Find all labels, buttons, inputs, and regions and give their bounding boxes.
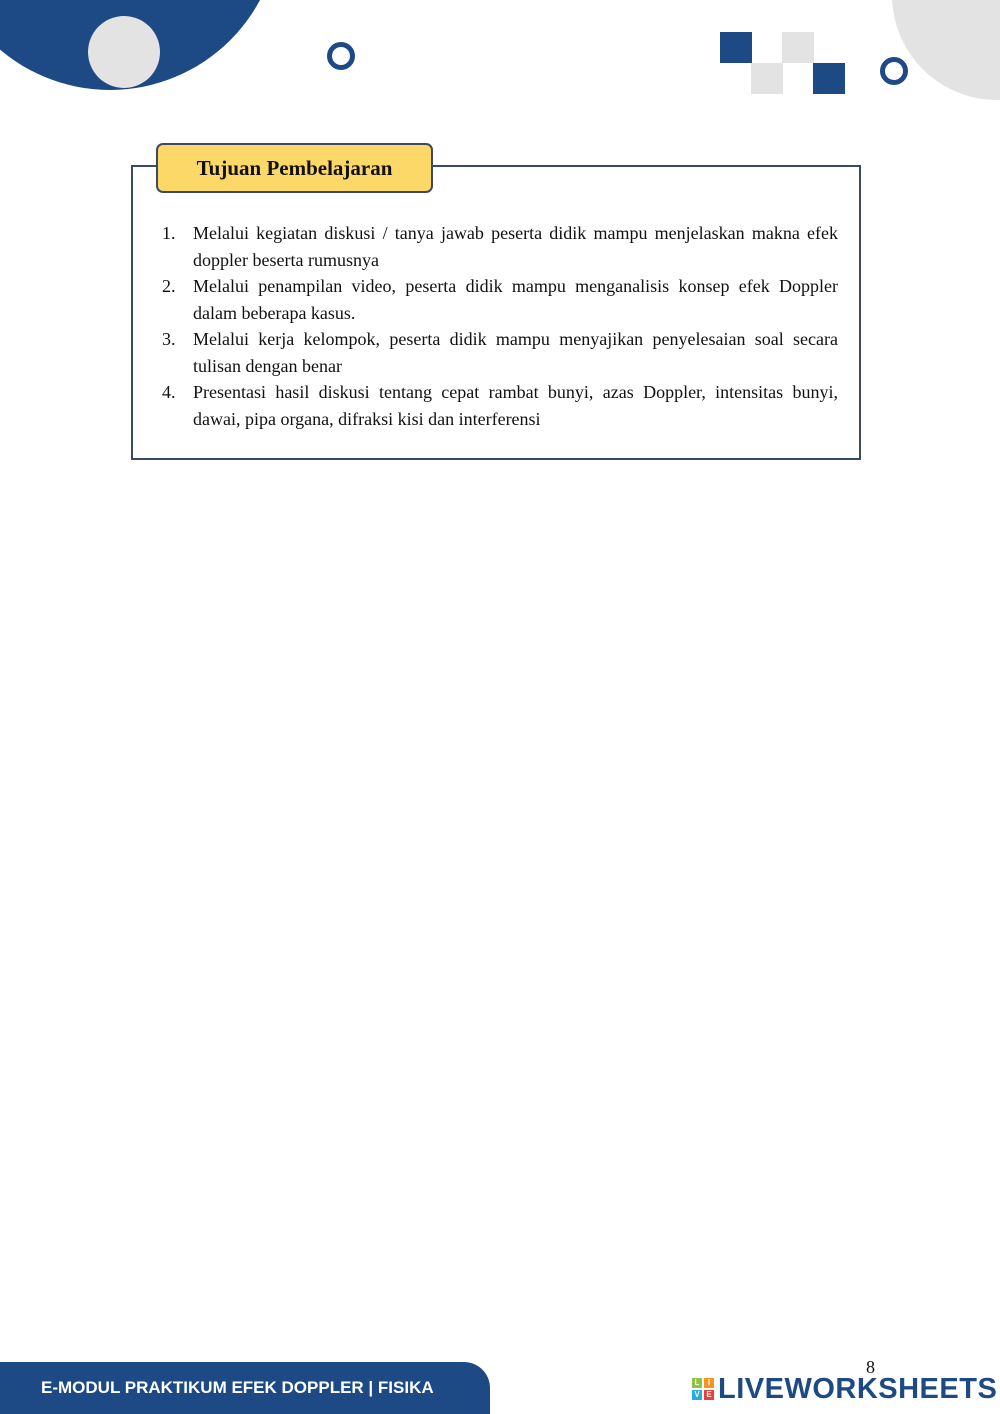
logo-letter: V	[692, 1390, 702, 1400]
list-item-number: 3.	[162, 329, 176, 349]
list-item-number: 4.	[162, 382, 176, 402]
decorative-square	[813, 63, 845, 94]
learning-objectives-title: Tujuan Pembelajaran	[156, 143, 433, 193]
list-item	[162, 326, 838, 379]
list-item	[162, 273, 838, 326]
footer-module-bar	[0, 1362, 490, 1414]
decorative-square	[782, 32, 814, 63]
liveworksheets-logo-icon	[692, 1378, 714, 1400]
decorative-square	[751, 63, 783, 94]
liveworksheets-wordmark: LIVEWORKSHEETS	[718, 1372, 998, 1405]
logo-letter: E	[704, 1390, 714, 1400]
decorative-square	[720, 32, 752, 63]
learning-objectives-list	[162, 220, 838, 432]
list-item-text: Melalui kegiatan diskusi / tanya jawab peserta didik mampu menjelaskan makna efek doppler beserta rumusnya	[193, 223, 838, 270]
list-item	[162, 379, 838, 432]
decorative-ring	[327, 42, 355, 70]
list-item-text: Melalui penampilan video, peserta didik mampu menganalisis konsep efek Doppler dalam beberapa kasus.	[193, 276, 838, 323]
decorative-grey-blob	[892, 0, 1000, 100]
list-item	[162, 220, 838, 273]
footer-module-label: E-MODUL PRAKTIKUM EFEK DOPPLER | FISIKA	[41, 1378, 434, 1397]
page-number: 8	[866, 1357, 875, 1377]
list-item-text: Presentasi hasil diskusi tentang cepat rambat bunyi, azas Doppler, intensitas bunyi, dawai, pipa organa, difraksi kisi dan interferensi	[193, 382, 838, 429]
list-item-text: Melalui kerja kelompok, peserta didik mampu menyajikan penyelesaian soal secara tulisan dengan benar	[193, 329, 838, 376]
liveworksheets-brand[interactable]	[692, 1372, 997, 1406]
decorative-grey-circle	[88, 16, 160, 88]
decorative-ring	[880, 57, 908, 85]
list-item-number: 2.	[162, 276, 176, 296]
logo-letter: L	[692, 1378, 702, 1388]
list-item-number: 1.	[162, 223, 176, 243]
logo-letter: I	[704, 1378, 714, 1388]
